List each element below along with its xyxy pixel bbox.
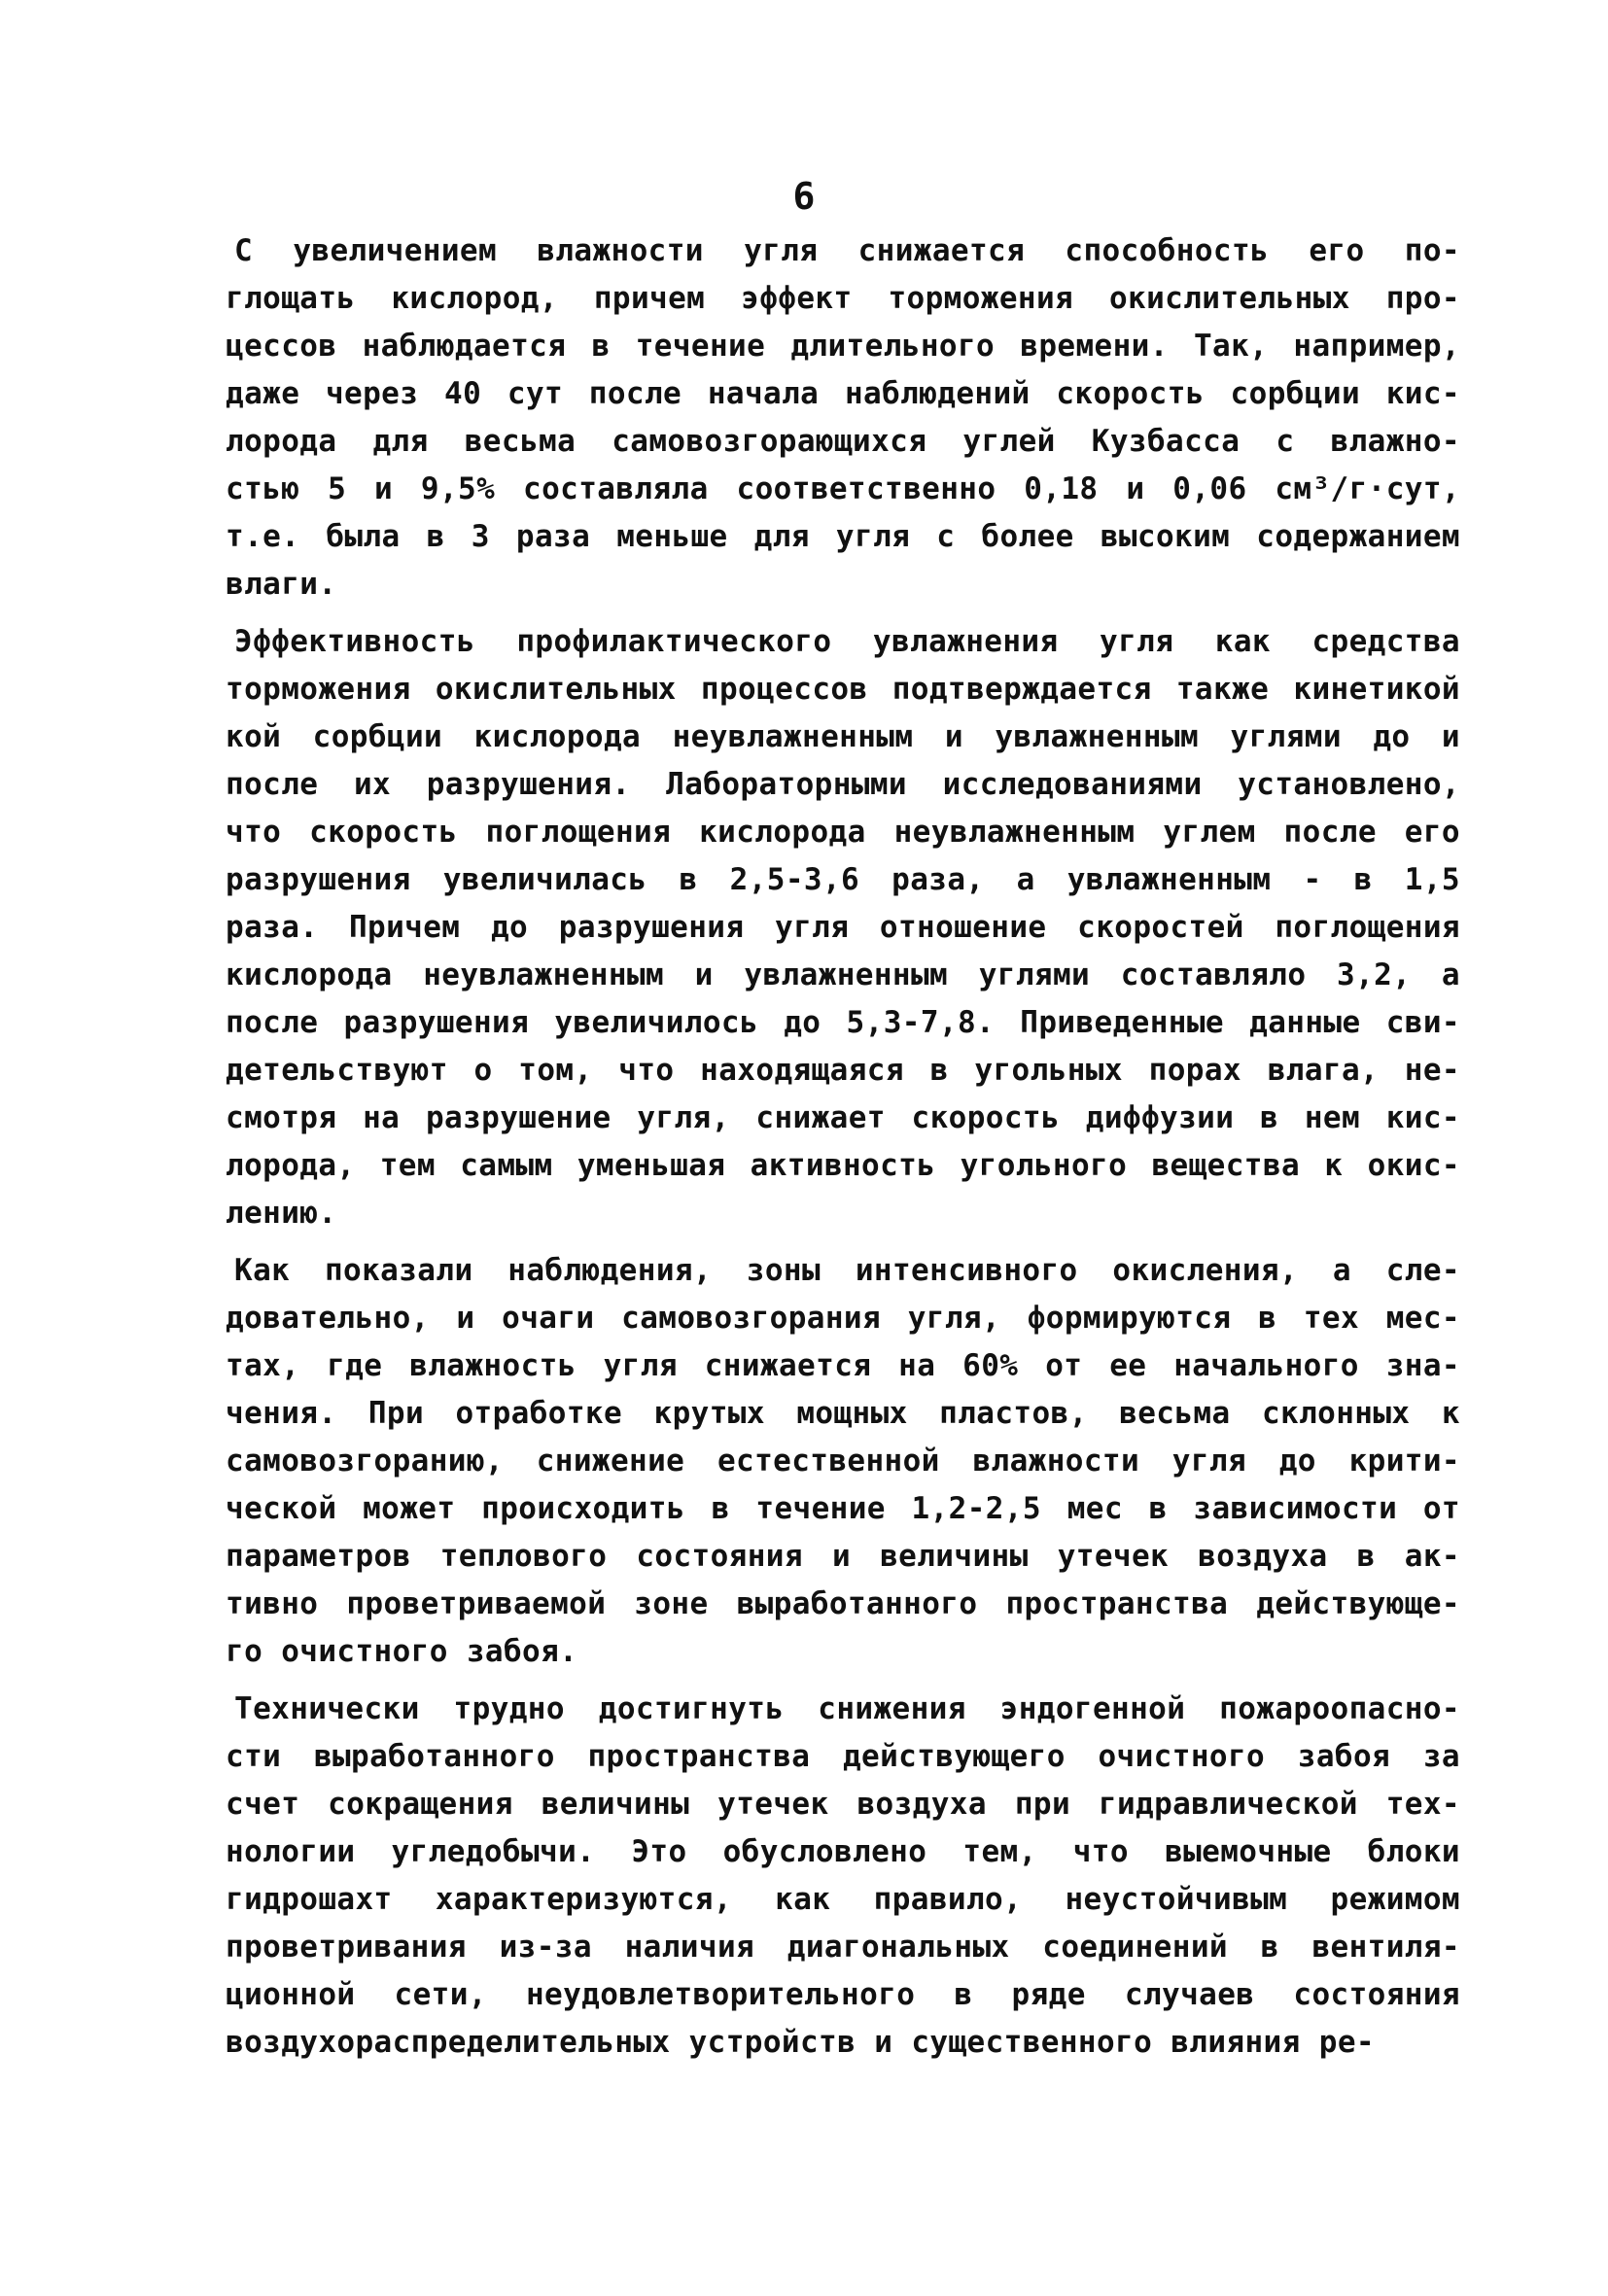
text-line: после их разрушения. Лабораторными исследованиями установлено, bbox=[226, 767, 1460, 802]
text-line: тах, где влажность угля снижается на 60% от ее начального зна- bbox=[226, 1348, 1460, 1383]
text-line: Как показали наблюдения, зоны интенсивного окисления, а сле- bbox=[234, 1253, 1460, 1288]
text-line: смотря на разрушение угля, снижает скорость диффузии в нем кис- bbox=[226, 1100, 1460, 1135]
text-line: ческой может происходить в течение 1,2-2,5 мес в зависимости от bbox=[226, 1491, 1460, 1526]
text-line: т.е. была в 3 раза меньше для угля с более высоким содержанием bbox=[226, 519, 1460, 554]
text-line: тивно проветриваемой зоне выработанного пространства действующе- bbox=[226, 1586, 1460, 1621]
text-line: С увеличением влажности угля снижается способность его по- bbox=[234, 233, 1460, 268]
text-line: самовозгоранию, снижение естественной влажности угля до крити- bbox=[226, 1444, 1460, 1478]
text-line: лению. bbox=[226, 1196, 337, 1231]
paragraph bbox=[226, 1686, 1460, 2067]
text-line: гидрошахт характеризуются, как правило, неустойчивым режимом bbox=[226, 1882, 1460, 1917]
text-line: что скорость поглощения кислорода неувлажненным углем после его bbox=[226, 815, 1460, 850]
text-line: ционной сети, неудовлетворительного в ряде случаев состояния bbox=[226, 1977, 1460, 2012]
text-line: довательно, и очаги самовозгорания угля, формируются в тех мес- bbox=[226, 1301, 1460, 1336]
text-line: торможения окислительных процессов подтверждается также кинетикой bbox=[226, 672, 1460, 707]
text-line: кислорода неувлажненным и увлажненным углями составляло 3,2, а bbox=[226, 957, 1460, 992]
text-line: разрушения увеличилась в 2,5-3,6 раза, а увлажненным - в 1,5 bbox=[226, 862, 1460, 897]
text-line: счет сокращения величины утечек воздуха при гидравлической тех- bbox=[226, 1787, 1460, 1822]
text-line: чения. При отработке крутых мощных пластов, весьма склонных к bbox=[226, 1396, 1460, 1431]
text-line: влаги. bbox=[226, 567, 337, 602]
paragraph bbox=[226, 1247, 1460, 1676]
paragraph bbox=[226, 227, 1460, 609]
text-line: воздухораспределительных устройств и существенного влияния ре- bbox=[226, 2025, 1375, 2060]
text-line: проветривания из-за наличия диагональных соединений в вентиля- bbox=[226, 1930, 1460, 1965]
text-line: после разрушения увеличилось до 5,3-7,8. Приведенные данные сви- bbox=[226, 1005, 1460, 1040]
paragraph bbox=[226, 618, 1460, 1237]
text-line: го очистного забоя. bbox=[226, 1634, 578, 1669]
text-line: лорода для весьма самовозгорающихся углей Кузбасса с влажно- bbox=[226, 424, 1460, 459]
text-line: раза. Причем до разрушения угля отношение скоростей поглощения bbox=[226, 910, 1460, 945]
text-line: детельствуют о том, что находящаяся в угольных порах влага, не- bbox=[226, 1053, 1460, 1088]
text-line: цессов наблюдается в течение длительного времени. Так, например, bbox=[226, 329, 1460, 364]
page-number: 6 bbox=[792, 175, 816, 218]
text-line: стью 5 и 9,5% составляла соответственно 0,18 и 0,06 см³/г·сут, bbox=[226, 471, 1460, 506]
body-text bbox=[226, 227, 1460, 2076]
text-line: нологии угледобычи. Это обусловлено тем, что выемочные блоки bbox=[226, 1834, 1460, 1869]
text-line: даже через 40 сут после начала наблюдений скорость сорбции кис- bbox=[226, 376, 1460, 411]
text-line: Технически трудно достигнуть снижения эндогенной пожароопасно- bbox=[234, 1691, 1460, 1726]
text-line: лорода, тем самым уменьшая активность угольного вещества к окис- bbox=[226, 1148, 1460, 1183]
text-line: кой сорбции кислорода неувлажненным и увлажненным углями до и bbox=[226, 719, 1460, 754]
text-line: глощать кислород, причем эффект торможения окислительных про- bbox=[226, 281, 1460, 316]
text-line: сти выработанного пространства действующего очистного забоя за bbox=[226, 1739, 1460, 1774]
text-line: Эффективность профилактического увлажнения угля как средства bbox=[234, 624, 1460, 659]
text-line: параметров теплового состояния и величины утечек воздуха в ак- bbox=[226, 1539, 1460, 1574]
